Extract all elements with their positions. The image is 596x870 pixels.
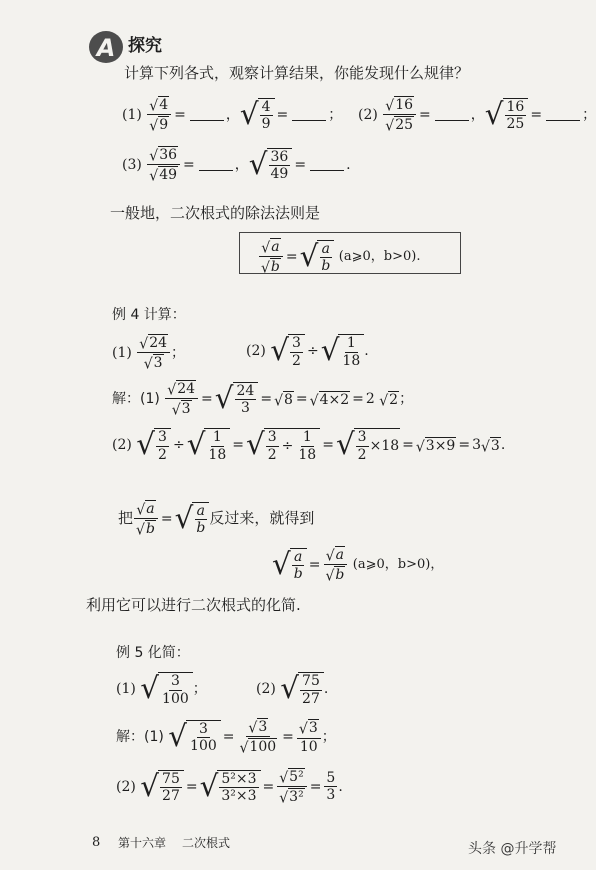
answer-blank xyxy=(546,108,580,121)
example-4-title: 例 4 计算： xyxy=(112,307,186,323)
reverse-formula: √ $\frac{a}{b}$ = √ a √ b (a⩾0，b>0)， xyxy=(272,547,444,585)
answer-blank xyxy=(435,108,469,121)
explore-item-2: (2) √ 16 √ 25 = ， √ $\frac{16}{25}$ = ； xyxy=(358,97,596,135)
example-4-solution-1: 解：(1) √ 24 √ 3 = √ $\frac{24}{3}$ = √ 8 = √ 4×2 = 2 √ 2 ； xyxy=(112,381,414,419)
rule-formula: √ a √ b = √ $\frac{a}{b}$ (a⩾0，b>0). xyxy=(261,239,421,277)
example-5-question-1: (1) √ $\frac{3}{100}$ ； xyxy=(116,671,207,707)
answer-blank xyxy=(190,108,224,121)
example-5-question-2: (2) √ $\frac{75}{27}$ . xyxy=(256,671,329,707)
example-5-solution-1: 解：(1) √ $\frac{3}{100}$ = √ 3 √ 100 = √ 3 10 ； xyxy=(116,719,336,757)
rule-condition: (a⩾0，b>0). xyxy=(338,249,421,265)
example-4-question-1: (1) √ 24 √ 3 ； xyxy=(112,335,186,373)
explore-item-1: (1) √ 4 √ 9 = ， √ $\frac{4}{9}$ = ； xyxy=(122,97,343,135)
reverse-sentence: 把 √ a √ b = √ $\frac{a}{b}$ 反过来，就得到 xyxy=(118,501,315,539)
watermark: 头条 @升学帮 xyxy=(468,841,557,857)
explore-item-3: (3) √ 36 √ 49 = ， √ $\frac{36}{49}$ = . xyxy=(122,147,351,185)
reverse-condition: (a⩾0，b>0)， xyxy=(352,557,444,573)
rule-text: 一般地，二次根式的除法法则是 xyxy=(110,204,321,222)
answer-blank xyxy=(310,158,344,171)
example-4-question-2: (2) √ $\frac{3}{2}$ ÷ √ $\frac{1}{18}$ . xyxy=(246,333,369,369)
page-number: 8 xyxy=(92,835,101,850)
item-label: (2) xyxy=(358,106,378,123)
usage-text: 利用它可以进行二次根式的化简. xyxy=(86,596,301,614)
section-logo xyxy=(88,30,124,64)
logo-letter: A xyxy=(96,34,116,62)
example-5-title: 例 5 化简： xyxy=(116,645,190,661)
answer-blank xyxy=(292,108,326,121)
example-4-solution-2: (2) √ $\frac{3}{2}$ ÷ √ $\frac{1}{18}$ = √ $\frac{3}{2}$ ÷ $\frac{1}{18}$ = √ $\frac{3}{2}$ ×18 = √ 3×9 = 3 √ 3 . xyxy=(112,427,506,463)
chapter-number: 第十六章 xyxy=(118,836,167,850)
answer-blank xyxy=(199,158,233,171)
example-5-solution-2: (2) √ $\frac{75}{27}$ = √ $\frac{\text{5²×3}}{\text{3²×3}}$ = √ 5² √ 3² = $\frac{5}{3}$ . xyxy=(116,769,343,807)
chapter-title: 二次根式 xyxy=(182,836,231,850)
item-label: (1) xyxy=(122,106,142,123)
section-title: 探究 xyxy=(128,36,162,56)
item-label: (3) xyxy=(122,156,142,173)
intro-text: 计算下列各式，观察计算结果，你能发现什么规律？ xyxy=(124,64,470,82)
